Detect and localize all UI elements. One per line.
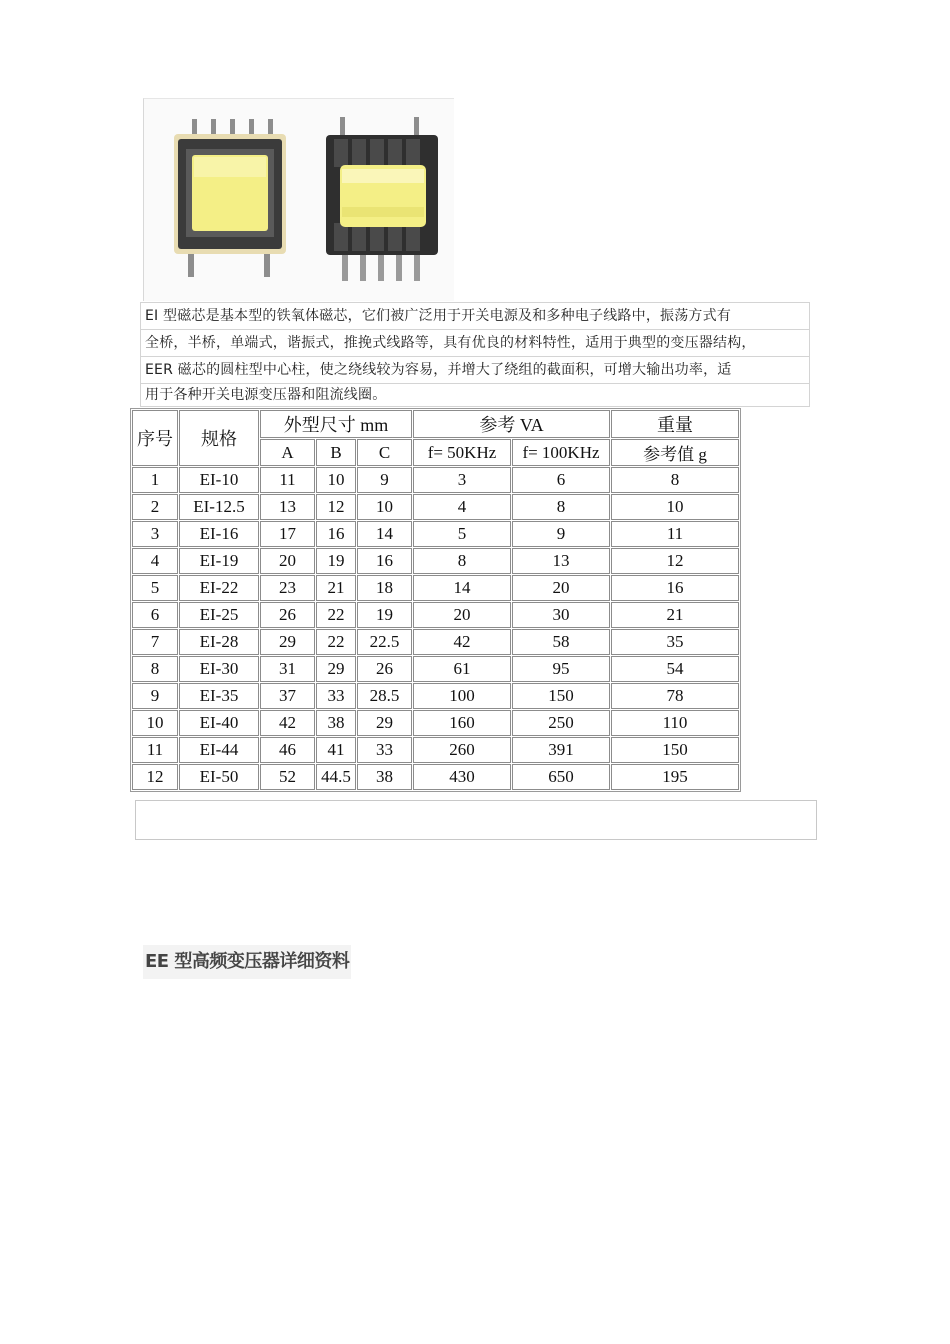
cell-spec: EI-28	[179, 629, 259, 655]
cell-dim-b: 38	[316, 710, 356, 736]
cell-va-50: 260	[413, 737, 511, 763]
cell-index: 8	[132, 656, 178, 682]
cell-dim-a: 52	[260, 764, 315, 790]
cell-dim-c: 9	[357, 467, 412, 493]
cell-weight: 16	[611, 575, 739, 601]
cell-index: 3	[132, 521, 178, 547]
cell-weight: 78	[611, 683, 739, 709]
cell-spec: EI-16	[179, 521, 259, 547]
table-row	[132, 575, 739, 601]
cell-weight: 150	[611, 737, 739, 763]
cell-va-100: 391	[512, 737, 610, 763]
cell-index: 5	[132, 575, 178, 601]
cell-va-50: 20	[413, 602, 511, 628]
table-row	[132, 521, 739, 547]
cell-va-100: 95	[512, 656, 610, 682]
table-row	[132, 602, 739, 628]
cell-dim-b: 33	[316, 683, 356, 709]
cell-dim-c: 16	[357, 548, 412, 574]
cell-weight: 12	[611, 548, 739, 574]
header-va-100: f= 100KHz	[512, 439, 610, 466]
cell-va-50: 3	[413, 467, 511, 493]
cell-va-50: 14	[413, 575, 511, 601]
table-row	[132, 710, 739, 736]
header-index: 序号	[132, 410, 178, 466]
cell-va-50: 4	[413, 494, 511, 520]
cell-dim-b: 44.5	[316, 764, 356, 790]
cell-dim-c: 19	[357, 602, 412, 628]
cell-weight: 10	[611, 494, 739, 520]
cell-spec: EI-30	[179, 656, 259, 682]
header-va-50: f= 50KHz	[413, 439, 511, 466]
cell-va-50: 5	[413, 521, 511, 547]
cell-dim-b: 22	[316, 629, 356, 655]
cell-index: 12	[132, 764, 178, 790]
header-dim-b: B	[316, 439, 356, 466]
cell-dim-a: 20	[260, 548, 315, 574]
header-weight: 重量	[611, 410, 739, 438]
cell-dim-c: 28.5	[357, 683, 412, 709]
header-ref-va: 参考 VA	[413, 410, 610, 438]
cell-dim-b: 22	[316, 602, 356, 628]
cell-weight: 54	[611, 656, 739, 682]
cell-dim-a: 11	[260, 467, 315, 493]
cell-dim-a: 46	[260, 737, 315, 763]
cell-spec: EI-22	[179, 575, 259, 601]
table-row	[132, 548, 739, 574]
cell-index: 9	[132, 683, 178, 709]
header-weight-ref: 参考值 g	[611, 439, 739, 466]
table-row	[132, 656, 739, 682]
cell-dim-a: 26	[260, 602, 315, 628]
cell-weight: 21	[611, 602, 739, 628]
cell-va-100: 8	[512, 494, 610, 520]
cell-va-50: 430	[413, 764, 511, 790]
cell-dim-c: 18	[357, 575, 412, 601]
header-dim-c: C	[357, 439, 412, 466]
cell-dim-a: 13	[260, 494, 315, 520]
intro-line: EI 型磁芯是基本型的铁氧体磁芯，它们被广泛用于开关电源及和多种电子线路中，振荡方式有	[140, 302, 810, 329]
cell-index: 7	[132, 629, 178, 655]
cell-va-100: 150	[512, 683, 610, 709]
cell-dim-b: 10	[316, 467, 356, 493]
header-dimensions: 外型尺寸 mm	[260, 410, 412, 438]
cell-weight: 35	[611, 629, 739, 655]
table-row	[132, 737, 739, 763]
cell-dim-b: 41	[316, 737, 356, 763]
cell-va-100: 650	[512, 764, 610, 790]
transformer-photo	[143, 98, 454, 301]
cell-va-100: 30	[512, 602, 610, 628]
cell-va-100: 13	[512, 548, 610, 574]
section-title: EE 型高频变压器详细资料	[143, 945, 351, 979]
cell-weight: 8	[611, 467, 739, 493]
table-row	[132, 494, 739, 520]
empty-content-box	[135, 800, 817, 840]
cell-weight: 195	[611, 764, 739, 790]
intro-line: 全桥，半桥，单端式，谐振式，推挽式线路等，具有优良的材料特性，适用于典型的变压器结构，	[140, 329, 810, 356]
cell-spec: EI-25	[179, 602, 259, 628]
cell-dim-a: 31	[260, 656, 315, 682]
cell-dim-b: 21	[316, 575, 356, 601]
cell-va-50: 100	[413, 683, 511, 709]
cell-dim-b: 12	[316, 494, 356, 520]
cell-va-50: 160	[413, 710, 511, 736]
cell-dim-c: 14	[357, 521, 412, 547]
ei-transformer-illustration	[144, 99, 454, 301]
table-row	[132, 764, 739, 790]
cell-spec: EI-35	[179, 683, 259, 709]
cell-spec: EI-44	[179, 737, 259, 763]
table-row	[132, 629, 739, 655]
cell-va-50: 8	[413, 548, 511, 574]
cell-va-100: 250	[512, 710, 610, 736]
cell-index: 1	[132, 467, 178, 493]
header-spec: 规格	[179, 410, 259, 466]
cell-index: 2	[132, 494, 178, 520]
cell-dim-b: 29	[316, 656, 356, 682]
cell-va-100: 9	[512, 521, 610, 547]
cell-dim-a: 42	[260, 710, 315, 736]
cell-dim-c: 33	[357, 737, 412, 763]
cell-spec: EI-50	[179, 764, 259, 790]
cell-va-100: 58	[512, 629, 610, 655]
cell-spec: EI-10	[179, 467, 259, 493]
cell-dim-a: 37	[260, 683, 315, 709]
cell-index: 6	[132, 602, 178, 628]
cell-dim-c: 26	[357, 656, 412, 682]
cell-spec: EI-12.5	[179, 494, 259, 520]
header-dim-a: A	[260, 439, 315, 466]
cell-index: 10	[132, 710, 178, 736]
cell-dim-a: 17	[260, 521, 315, 547]
table-header-row	[132, 410, 739, 438]
cell-spec: EI-19	[179, 548, 259, 574]
cell-weight: 11	[611, 521, 739, 547]
cell-dim-a: 29	[260, 629, 315, 655]
cell-va-50: 61	[413, 656, 511, 682]
cell-dim-c: 22.5	[357, 629, 412, 655]
ei-core-spec-table	[130, 408, 741, 792]
cell-index: 4	[132, 548, 178, 574]
table-row	[132, 467, 739, 493]
cell-va-100: 20	[512, 575, 610, 601]
cell-weight: 110	[611, 710, 739, 736]
cell-dim-c: 29	[357, 710, 412, 736]
cell-va-100: 6	[512, 467, 610, 493]
cell-index: 11	[132, 737, 178, 763]
cell-dim-c: 38	[357, 764, 412, 790]
cell-dim-c: 10	[357, 494, 412, 520]
intro-line: 用于各种开关电源变压器和阻流线圈。	[140, 383, 810, 407]
cell-va-50: 42	[413, 629, 511, 655]
cell-dim-b: 19	[316, 548, 356, 574]
intro-text-block	[140, 302, 810, 407]
intro-line: EER 磁芯的圆柱型中心柱，使之绕线较为容易，并增大了绕组的截面积，可增大输出功率，适	[140, 356, 810, 383]
cell-dim-a: 23	[260, 575, 315, 601]
table-row	[132, 683, 739, 709]
cell-spec: EI-40	[179, 710, 259, 736]
cell-dim-b: 16	[316, 521, 356, 547]
